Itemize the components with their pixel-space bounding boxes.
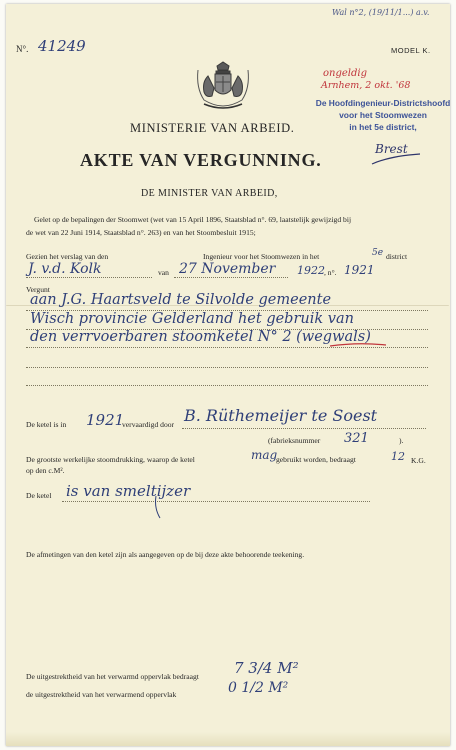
preamble-line-2: de wet van 22 Juni 1914, Staatsblad n°. 263) en van het Stoombesluit 1915;	[26, 228, 256, 237]
dimensions-text: De afmetingen van den ketel zijn als aangegeven op de bij deze akte behoorende teekening.	[26, 550, 305, 559]
material-flourish	[146, 494, 176, 520]
pressure-label-3: op den c.M².	[26, 466, 65, 475]
pressure-label-2: gebruikt worden, bedraagt	[276, 455, 356, 464]
invalid-note: ongeldig	[323, 68, 367, 79]
heating-surface-value: 7 3/4 M²	[234, 659, 299, 677]
grant-line-1: aan J.G. Haartsveld te Silvolde gemeente	[30, 292, 332, 308]
document-number: 41249	[38, 37, 86, 55]
ketel-year: 1921	[86, 411, 125, 429]
report-date: 27 November	[179, 261, 276, 277]
ketel-maker-label: vervaardigd door	[122, 420, 175, 429]
preamble-line-1: Gelet op de bepalingen der Stoomwet (wet van 15 April 1896, Staatsblad n°. 69, laatstelijk gewijzigd bij	[34, 215, 352, 224]
pressure-value: 12	[391, 450, 405, 463]
date-dotted-line	[174, 277, 288, 278]
stamp-signature: Brest	[375, 142, 408, 156]
minister-heading: DE MINISTER VAN ARBEID,	[141, 188, 278, 199]
serial-label: (fabrieksnummer	[268, 436, 321, 445]
paper-edge	[6, 732, 450, 746]
heated-surface-value: 0 1/2 M²	[228, 680, 289, 696]
document-number-label: N°.	[16, 44, 29, 54]
grant-line-3: den verrvoerbaren stoomketel N° 2 (wegwals)	[30, 329, 371, 345]
ketel-year-label: De ketel is in	[26, 420, 67, 429]
invalid-note-place-date: Arnhem, 2 okt. '68	[321, 80, 411, 91]
document-title: AKTE VAN VERGUNNING.	[80, 150, 322, 170]
engineer-label: Ingenieur voor het Stoomwezen in het	[203, 252, 320, 261]
engineer-name: J. v.d. Kolk	[28, 261, 102, 277]
pressure-unit: K.G.	[411, 456, 426, 465]
van-label: van	[158, 268, 169, 277]
report-number-label: , n°.	[324, 268, 337, 277]
maker-dotted-line	[182, 428, 426, 429]
ministry-title: MINISTERIE VAN ARBEID.	[130, 121, 295, 135]
district-label: district	[386, 252, 408, 261]
serial-close: ).	[399, 436, 404, 445]
ketel-maker: B. Rüthemeijer te Soest	[184, 406, 378, 425]
grant-dotted-line-4	[26, 367, 428, 368]
archive-note: Wal n°2, (19/11/1...) a.v.	[332, 8, 430, 17]
coat-of-arms-emblem	[194, 60, 252, 112]
signature-flourish	[370, 152, 422, 166]
serial-number: 321	[344, 431, 369, 446]
material-label: De ketel	[26, 491, 52, 500]
stamp-line-3: in het 5e district,	[349, 122, 417, 132]
district-value: 5e	[372, 248, 384, 258]
engineer-dotted-line	[26, 277, 152, 278]
material-value: is van smeltijzer	[66, 482, 191, 500]
material-dotted-line	[62, 501, 370, 502]
stamp-line-1: De Hoofdingenieur-Districtshoofd	[315, 98, 450, 108]
grant-dotted-line-5	[26, 385, 428, 386]
report-label: Gezien het verslag van den	[26, 252, 109, 261]
model-label: MODEL K.	[391, 46, 431, 55]
pressure-mag: mag	[251, 448, 278, 462]
report-number: 1921	[344, 263, 375, 277]
red-underline	[328, 340, 388, 350]
heated-surface-label: de uitgestrektheid van het verwarmend oppervlak	[26, 690, 177, 699]
vergunt-label: Vergunt	[26, 285, 50, 294]
license-document	[6, 4, 450, 746]
pressure-label: De grootste werkelijke stoomdrukking, waarop de ketel	[26, 455, 195, 464]
report-year: 1922	[297, 264, 325, 277]
heating-surface-label: De uitgestrektheid van het verwarmd oppervlak bedraagt	[26, 672, 199, 681]
grant-line-2: Wisch provincie Gelderland het gebruik van	[30, 311, 354, 327]
stamp-line-2: voor het Stoomwezen	[339, 110, 427, 120]
